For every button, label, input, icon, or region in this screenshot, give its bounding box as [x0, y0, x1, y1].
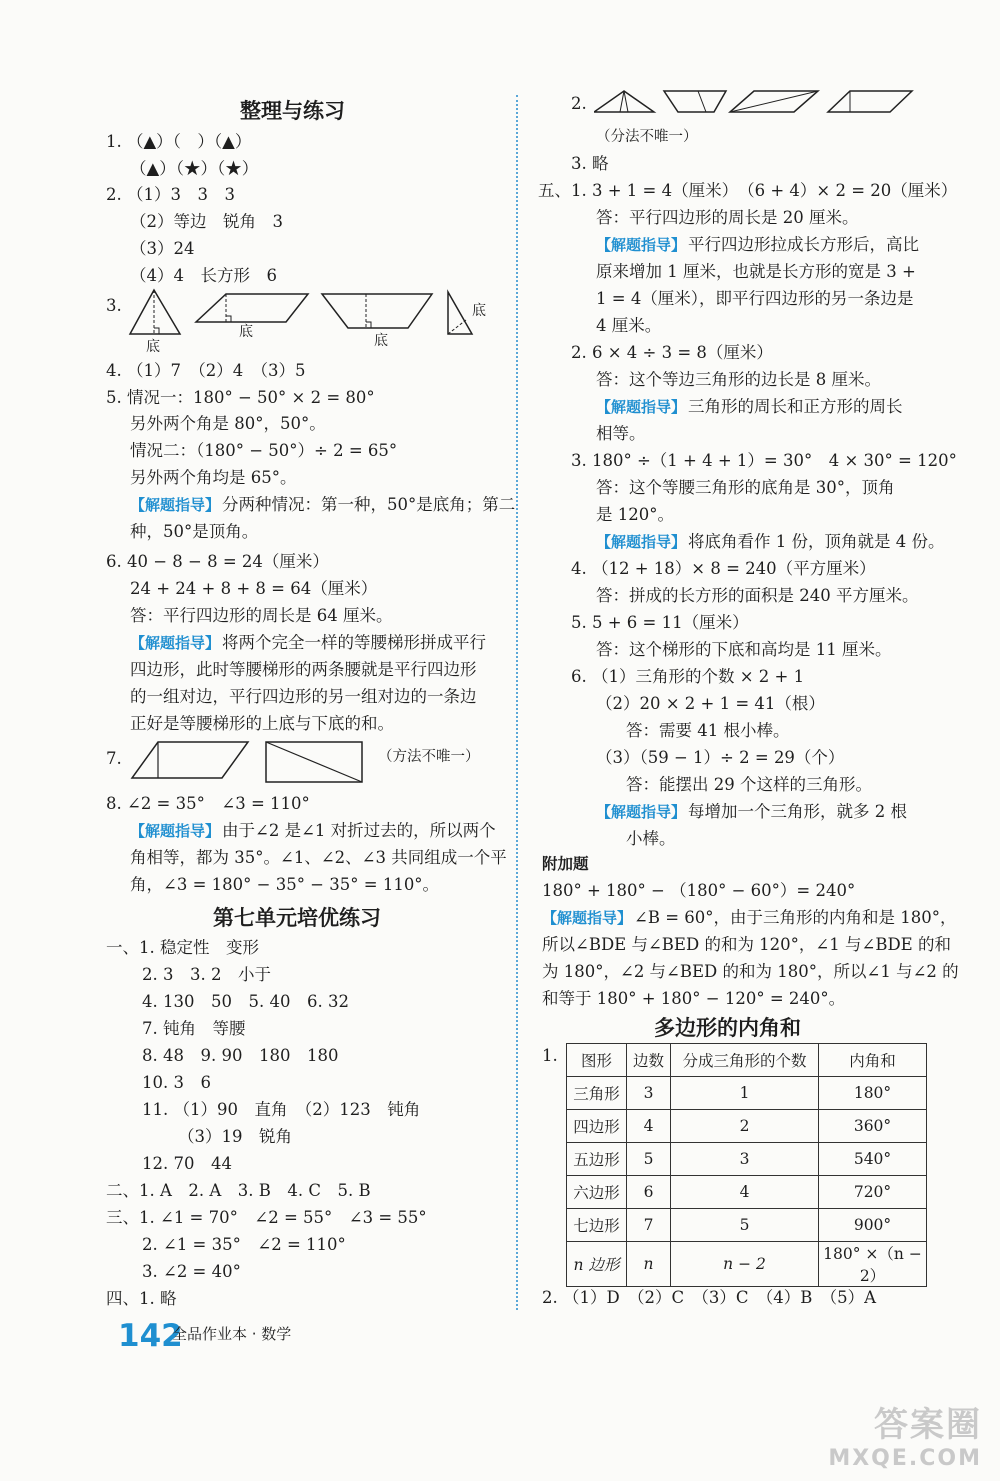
- tip-line: [596, 234, 919, 256]
- table-cell: 5: [671, 1209, 819, 1242]
- answer-line: 是 120°。: [596, 505, 674, 524]
- table-header-row: [567, 1044, 927, 1077]
- answer-line: 2. （1）D （2）C （3）C （4）B （5）A: [542, 1288, 876, 1307]
- answer-line: 7. 钝角 等腰: [142, 1019, 246, 1038]
- section-title: 整理与练习: [240, 99, 345, 123]
- tip-line: 角相等，都为 35°。∠1、∠2、∠3 共同组成一个平: [130, 848, 507, 867]
- table-row: [567, 1209, 927, 1242]
- answer-line: 答：能摆出 29 个这样的三角形。: [626, 775, 872, 794]
- tip-label: 【解题指导】: [130, 822, 221, 840]
- tip-text: 由于∠2 是∠1 对折过去的，所以两个: [222, 821, 496, 840]
- tip-line: 所以∠BDE 与∠BED 的和为 120°，∠1 与∠BDE 的和: [542, 935, 951, 954]
- method-note: （方法不唯一）: [378, 749, 480, 765]
- tip-text: 将底角看作 1 份，顶角就是 4 份。: [688, 532, 945, 551]
- answer-line: 2.: [571, 94, 587, 113]
- table-cell: 4: [671, 1176, 819, 1209]
- tip-line: [130, 820, 496, 842]
- answer-line: 10. 3 6: [142, 1073, 211, 1092]
- tip-line: 相等。: [596, 424, 646, 443]
- answer-line: 答：平行四边形的周长是 20 厘米。: [596, 208, 859, 227]
- answer-line: 三、1. ∠1 = 70° ∠2 = 55° ∠3 = 55°: [106, 1208, 427, 1227]
- answer-line: 2. ∠1 = 35° ∠2 = 110°: [142, 1235, 346, 1254]
- tip-label: 【解题指导】: [542, 909, 633, 927]
- answer-line: 4. （1）7 （2）4 （3）5: [106, 361, 306, 380]
- tip-line: 和等于 180° + 180° − 120° = 240°。: [542, 989, 846, 1008]
- tip-text: 每增加一个三角形，就多 2 根: [688, 802, 908, 821]
- tip-text: 分两种情况：第一种，50°是底角；第二: [222, 495, 516, 514]
- section-title: 多边形的内角和: [654, 1016, 801, 1040]
- watermark: [828, 1397, 982, 1471]
- answer-line: 3. ∠2 = 40°: [142, 1262, 241, 1281]
- answer-line: 5. 情况一：180° − 50° × 2 = 80°: [106, 388, 375, 407]
- table-row: [567, 1143, 927, 1176]
- table-cell: 三角形: [567, 1077, 627, 1110]
- answer-line: 情况二：（180° − 50°）÷ 2 = 65°: [130, 441, 398, 460]
- q7-figures: [130, 738, 370, 786]
- table-cell: 五边形: [567, 1143, 627, 1176]
- table-cell: 6: [627, 1176, 671, 1209]
- answer-line: 答：这个梯形的下底和高均是 11 厘米。: [596, 640, 892, 659]
- tip-text: ∠B = 60°，由于三角形的内角和是 180°，: [634, 908, 957, 927]
- answer-line: （4）4 长方形 6: [130, 266, 277, 285]
- tip-line: [130, 632, 486, 654]
- tip-line: 4 厘米。: [596, 316, 662, 335]
- table-cell: 900°: [819, 1209, 927, 1242]
- answer-line: （3）（59 − 1）÷ 2 = 29（个）: [596, 748, 845, 767]
- column-header: 边数: [627, 1044, 671, 1077]
- answer-line: 答：这个等边三角形的边长是 8 厘米。: [596, 370, 881, 389]
- base-label: 底: [374, 333, 388, 349]
- answer-line: （2）等边 锐角 3: [130, 212, 283, 231]
- table-row: [567, 1110, 927, 1143]
- answer-line: 五、1. 3 + 1 = 4（厘米） （6 + 4）× 2 = 20（厘米）: [538, 181, 958, 200]
- column-divider: [516, 95, 518, 1310]
- tip-line: 正好是等腰梯形的上底与下底的和。: [130, 714, 394, 733]
- answer-line: 5. 5 + 6 = 11（厘米）: [571, 613, 749, 632]
- tip-label: 【解题指导】: [130, 634, 221, 652]
- answer-line: 8. ∠2 = 35° ∠3 = 110°: [106, 794, 310, 813]
- base-label: 底: [239, 324, 253, 340]
- table-cell: 4: [627, 1110, 671, 1143]
- tip-label: 【解题指导】: [130, 496, 221, 514]
- answer-line: 2. （1）3 3 3: [106, 185, 235, 204]
- tip-text: 平行四边形拉成长方形后，高比: [688, 235, 920, 254]
- table-cell: n: [627, 1242, 671, 1287]
- column-header: 分成三角形的个数: [671, 1044, 819, 1077]
- tip-line: 为 180°，∠2 与∠BED 的和为 180°，所以∠1 与∠2 的: [542, 962, 959, 981]
- table-cell: 180° ×（n − 2）: [819, 1242, 927, 1287]
- table-cell: 360°: [819, 1110, 927, 1143]
- answer-line: 1.: [542, 1046, 558, 1065]
- column-header: 图形: [567, 1044, 627, 1077]
- page-number: 142: [118, 1318, 183, 1354]
- answer-line: 四、1. 略: [106, 1289, 177, 1308]
- answer-line: 12. 70 44: [142, 1154, 232, 1173]
- tip-label: 【解题指导】: [596, 803, 687, 821]
- answer-line: 另外两个角是 80°，50°。: [130, 414, 326, 433]
- answer-line: 1. （▲）（ ）（▲）: [106, 132, 252, 151]
- answer-line: 答：这个等腰三角形的底角是 30°，顶角: [596, 478, 895, 497]
- extra-heading: 附加题: [542, 855, 589, 873]
- tip-label: 【解题指导】: [596, 236, 687, 254]
- tip-text: 将两个完全一样的等腰梯形拼成平行: [222, 633, 487, 652]
- answer-line: 3.: [106, 296, 122, 315]
- answer-line: （2）20 × 2 + 1 = 41（根）: [596, 694, 825, 713]
- table-cell: 180°: [819, 1077, 927, 1110]
- table-cell: 四边形: [567, 1110, 627, 1143]
- tip-line: 四边形，此时等腰梯形的两条腰就是平行四边形: [130, 660, 477, 679]
- answer-line: （3）19 锐角: [178, 1127, 292, 1146]
- table-row: [567, 1077, 927, 1110]
- base-label: 底: [472, 303, 486, 319]
- answer-line: 答：需要 41 根小棒。: [626, 721, 790, 740]
- answer-line: 180° + 180° − （180° − 60°）= 240°: [542, 881, 856, 900]
- table-cell: 5: [627, 1143, 671, 1176]
- table-cell: 七边形: [567, 1209, 627, 1242]
- answer-line: 4. 130 50 5. 40 6. 32: [142, 992, 349, 1011]
- watermark-logo: 答案圈: [874, 1405, 982, 1445]
- answer-line: （3）24: [130, 239, 195, 258]
- table-cell: 2: [671, 1110, 819, 1143]
- answer-line: 答：拼成的长方形的面积是 240 平方厘米。: [596, 586, 919, 605]
- table-cell: 六边形: [567, 1176, 627, 1209]
- answer-line: 6. （1）三角形的个数 × 2 + 1: [571, 667, 805, 686]
- tip-text: 三角形的周长和正方形的周长: [688, 397, 903, 416]
- table-cell: 3: [627, 1077, 671, 1110]
- answer-line: 答：平行四边形的周长是 64 厘米。: [130, 606, 393, 625]
- answer-line: 7.: [106, 749, 122, 768]
- tip-label: 【解题指导】: [596, 533, 687, 551]
- tip-line: [542, 907, 957, 929]
- answer-line: 6. 40 − 8 − 8 = 24（厘米）: [106, 552, 329, 571]
- table-cell: 540°: [819, 1143, 927, 1176]
- answer-line: （▲）（★）（★）: [130, 159, 259, 178]
- answer-line: 11. （1）90 直角 （2）123 钝角: [142, 1100, 421, 1119]
- column-header: 内角和: [819, 1044, 927, 1077]
- tip-line: [596, 801, 907, 823]
- table-cell: n − 2: [671, 1242, 819, 1287]
- answer-line: 一、1. 稳定性 变形: [106, 938, 259, 957]
- answer-line: 3. 180° ÷（1 + 4 + 1）= 30° 4 × 30° = 120°: [571, 451, 957, 470]
- answer-line: 2. 3 3. 2 小于: [142, 965, 271, 984]
- tip-line: 原来增加 1 厘米，也就是长方形的宽是 3 +: [596, 262, 916, 281]
- answer-line: 3. 略: [571, 154, 609, 173]
- answer-line: 二、1. A 2. A 3. B 4. C 5. B: [106, 1181, 371, 1200]
- tip-line: [130, 494, 515, 516]
- polygon-angle-table: [566, 1043, 927, 1287]
- tip-line: 的一组对边，平行四边形的另一组对边的一条边: [130, 687, 477, 706]
- table-cell: 3: [671, 1143, 819, 1176]
- table-row: [567, 1176, 927, 1209]
- table-cell: 720°: [819, 1176, 927, 1209]
- answer-line: 另外两个角均是 65°。: [130, 468, 297, 487]
- tip-line: 种，50°是顶角。: [130, 522, 259, 541]
- answer-line: 2. 6 × 4 ÷ 3 = 8（厘米）: [571, 343, 773, 362]
- answer-line: 8. 48 9. 90 180 180: [142, 1046, 339, 1065]
- table-cell: n 边形: [567, 1242, 627, 1287]
- section-title: 第七单元培优练习: [213, 906, 381, 930]
- book-title: 全品作业本 · 数学: [172, 1325, 292, 1343]
- answer-line: 4. （12 + 18）× 8 = 240（平方厘米）: [571, 559, 876, 578]
- tip-line: 角，∠3 = 180° − 35° − 35° = 110°。: [130, 875, 440, 894]
- tip-line: [596, 531, 945, 553]
- base-label: 底: [146, 339, 160, 355]
- table-cell: 7: [627, 1209, 671, 1242]
- answer-line: 24 + 24 + 8 + 8 = 64（厘米）: [130, 579, 378, 598]
- tip-label: 【解题指导】: [596, 398, 687, 416]
- r2-figures: [594, 88, 914, 116]
- q3-figures: [126, 286, 496, 354]
- tip-line: 小棒。: [626, 829, 676, 848]
- method-note: （分法不唯一）: [596, 129, 698, 145]
- table-row: [567, 1242, 927, 1287]
- tip-line: 1 = 4（厘米），即平行四边形的另一条边是: [596, 289, 914, 308]
- tip-line: [596, 396, 903, 418]
- table-cell: 1: [671, 1077, 819, 1110]
- watermark-url: MXQE.COM: [828, 1446, 982, 1471]
